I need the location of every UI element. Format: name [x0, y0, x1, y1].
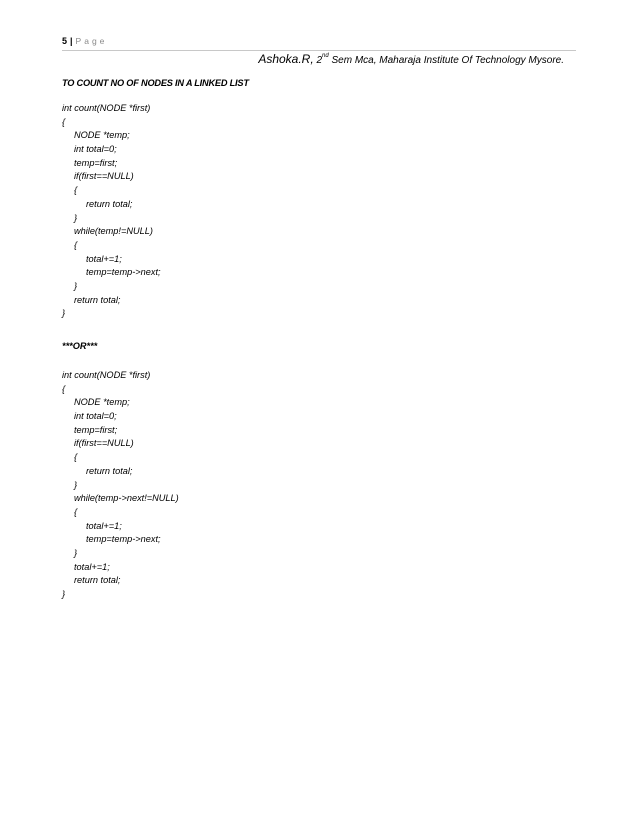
- code-line: return total;: [86, 465, 133, 476]
- code-line: return total;: [86, 198, 133, 209]
- code-line: int count(NODE *first): [62, 370, 151, 380]
- code-line: total+=1;: [86, 253, 122, 264]
- code-line: }: [74, 547, 78, 558]
- code-line: }: [74, 212, 78, 223]
- code-line: while(temp->next!=NULL): [74, 493, 179, 504]
- code-line: int total=0;: [74, 144, 117, 155]
- author-line: [258, 52, 564, 66]
- sem-suffix: nd: [322, 53, 329, 59]
- author-name: Ashoka.R,: [258, 52, 314, 66]
- header-rule: [62, 50, 576, 51]
- code-line: {: [74, 506, 78, 517]
- code-line: temp=first;: [74, 157, 118, 168]
- code-line: temp=first;: [74, 424, 118, 435]
- sem-number: 2: [316, 55, 323, 66]
- code-line: {: [74, 239, 78, 250]
- or-separator: ***OR***: [62, 341, 98, 351]
- code-line: {: [62, 383, 66, 394]
- code-line: NODE *temp;: [74, 130, 130, 141]
- code-line: }: [74, 280, 78, 291]
- code-line: {: [62, 116, 66, 127]
- page-word: Page: [75, 36, 108, 46]
- code-block-1: [62, 102, 161, 321]
- page-separator: |: [70, 36, 73, 46]
- code-line: NODE *temp;: [74, 397, 130, 408]
- code-line: total+=1;: [86, 520, 122, 531]
- code-line: }: [62, 589, 66, 599]
- code-line: return total;: [74, 294, 121, 305]
- page-number: 5: [62, 36, 68, 46]
- code-line: while(temp!=NULL): [74, 226, 153, 237]
- code-line: temp=temp->next;: [86, 267, 161, 278]
- section-title: TO COUNT NO OF NODES IN A LINKED LIST: [62, 78, 249, 88]
- code-line: int total=0;: [74, 411, 117, 422]
- page-number-header: [62, 36, 107, 46]
- code-block-2: [62, 369, 179, 602]
- code-line: temp=temp->next;: [86, 534, 161, 545]
- code-line: }: [62, 308, 66, 319]
- code-line: total+=1;: [74, 561, 110, 572]
- code-line: }: [74, 479, 78, 490]
- code-line: {: [74, 185, 78, 196]
- code-line: {: [74, 452, 78, 463]
- code-line: if(first==NULL): [74, 171, 134, 182]
- code-line: return total;: [74, 575, 121, 586]
- code-line: int count(NODE *first): [62, 103, 151, 113]
- affiliation: Sem Mca, Maharaja Institute Of Technology Mysore.: [331, 55, 564, 66]
- code-line: if(first==NULL): [74, 438, 134, 449]
